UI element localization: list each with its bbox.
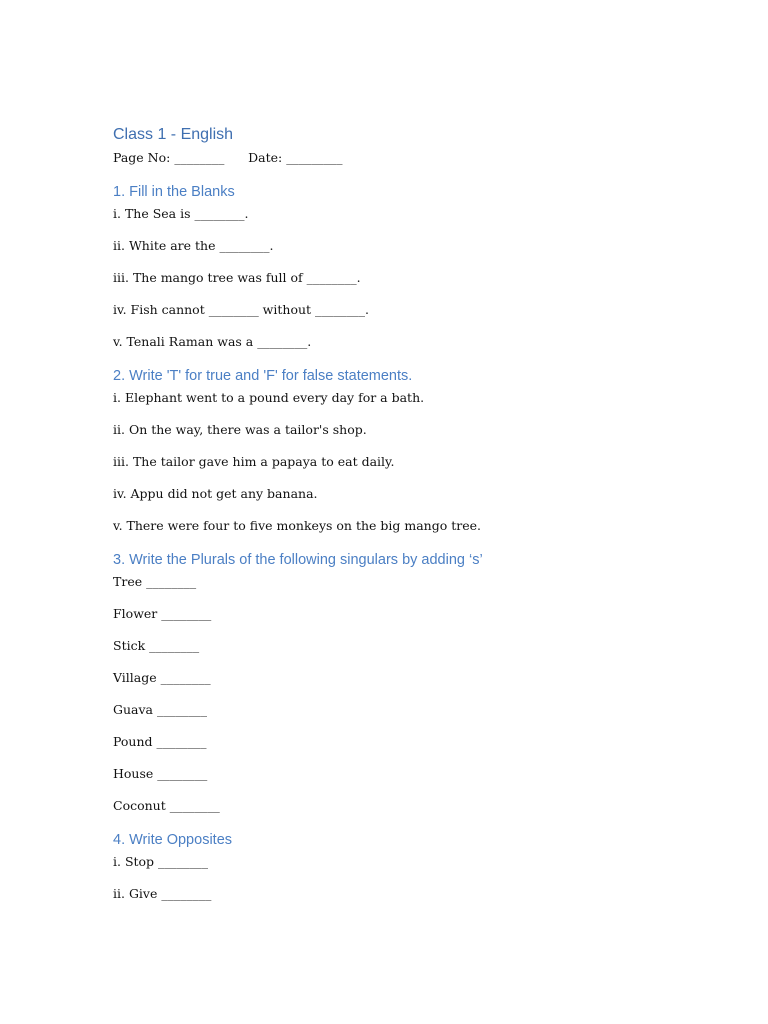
question-item: Tree ________ (113, 574, 197, 589)
question-item: Flower ________ (113, 606, 212, 621)
question-item: Stick ________ (113, 638, 200, 653)
question-item: Coconut ________ (113, 798, 220, 813)
question-item: v. There were four to five monkeys on the big mango tree. (113, 518, 481, 533)
section-heading-fill-blanks: 1. Fill in the Blanks (113, 184, 235, 200)
worksheet-page (113, 124, 713, 904)
question-item: v. Tenali Raman was a ________. (113, 334, 312, 349)
question-item: ii. White are the ________. (113, 238, 274, 253)
question-item: iv. Fish cannot ________ without ________. (113, 302, 369, 317)
question-item: iii. The mango tree was full of ________. (113, 270, 361, 285)
question-item: ii. On the way, there was a tailor's shop. (113, 422, 367, 437)
document-title: Class 1 - English (113, 126, 234, 143)
question-item: i. The Sea is ________. (113, 206, 249, 221)
section-heading-plurals: 3. Write the Plurals of the following singulars by adding ‘s’ (113, 552, 483, 568)
question-item: Village ________ (113, 670, 211, 685)
section-heading-opposites: 4. Write Opposites (113, 832, 233, 848)
question-item: Guava ________ (113, 702, 207, 717)
question-item: Pound ________ (113, 734, 207, 749)
question-item: i. Stop ________ (113, 854, 209, 869)
question-item: House ________ (113, 766, 208, 781)
question-item: iv. Appu did not get any banana. (113, 486, 318, 501)
page-meta-line: Page No: ________ Date: _________ (113, 150, 343, 165)
section-heading-true-false: 2. Write 'T' for true and 'F' for false statements. (113, 368, 413, 384)
question-item: iii. The tailor gave him a papaya to eat daily. (113, 454, 395, 469)
question-item: ii. Give ________ (113, 886, 212, 901)
question-item: i. Elephant went to a pound every day for a bath. (113, 390, 425, 405)
